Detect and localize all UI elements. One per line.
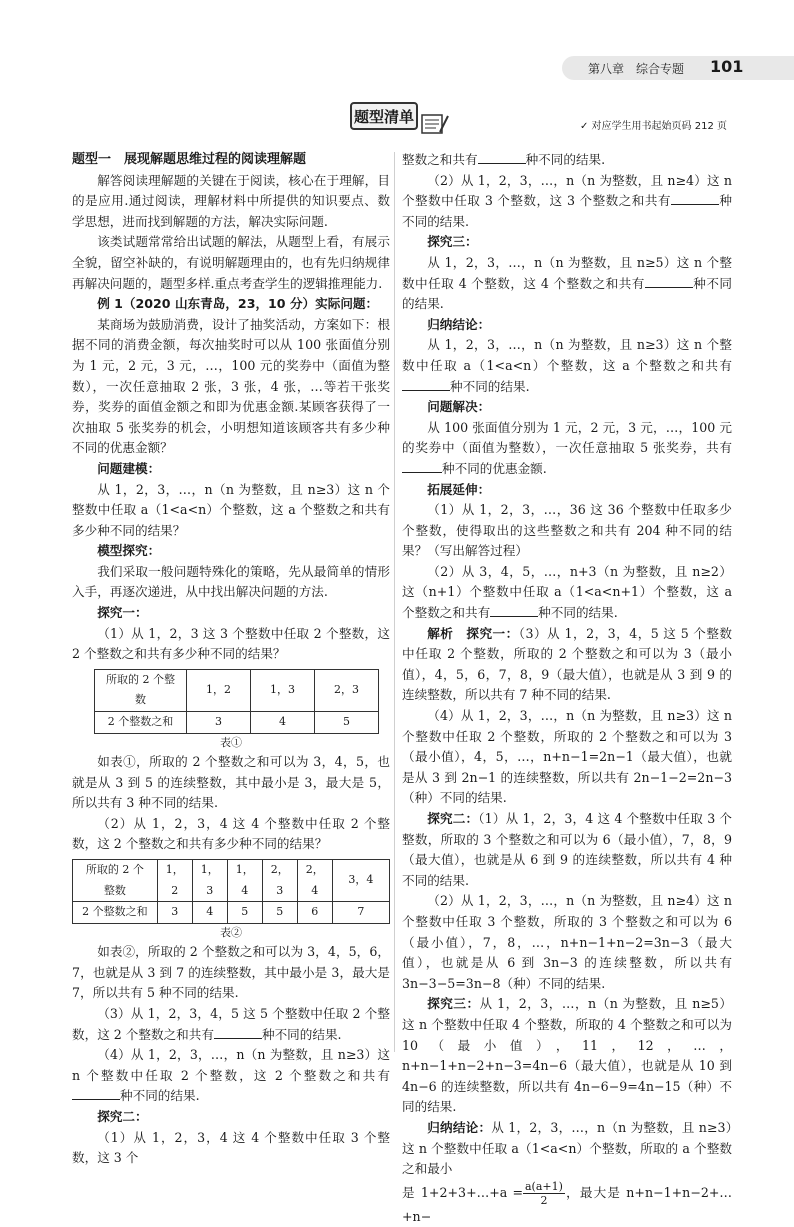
table-cell: 4: [251, 712, 315, 734]
paragraph: 如表①，所取的 2 个整数之和可以为 3，4，5，也就是从 3 到 5 的连续整数，其中最小是 3，最大是 5，所以共有 3 种不同的结果.: [72, 754, 390, 811]
question-text: 种不同的结果.: [525, 152, 606, 167]
formula-text: ，最大是 n+n−1+n−2+…+n−: [402, 1184, 732, 1224]
question-text: （3）从 1，2，3，4，5 这 5 个整数中任取 2 个整数，这 2 个整数之和共有: [72, 1005, 390, 1042]
banner-title: 题型清单: [353, 107, 414, 126]
table-cell: 3: [187, 712, 251, 734]
answer-blank[interactable]: [72, 1087, 120, 1100]
table-cell: 5: [315, 712, 379, 734]
answer-blank[interactable]: [402, 378, 450, 391]
question-text: （2）从 1，2，3，…，n（n 为整数，且 n≥4）这 n 个整数中任取 3 个整数，这 3 个整数之和共有: [402, 172, 732, 209]
question-text: 从 1，2，3，…，n（n 为整数，且 n≥3）这 n 个整数中任取 a（1<a<n）个整数，这 a 个整数之和共有: [402, 337, 732, 373]
table-cell: 3，4: [332, 860, 389, 902]
table-cell: 1，3: [251, 669, 315, 711]
answer-blank[interactable]: [402, 460, 442, 473]
paragraph: 我们采取一般问题特殊化的策略，先从最简单的情形入手，再逐次递进，从中找出解决问题的方法.: [72, 563, 390, 600]
table-cell: 5: [262, 902, 297, 924]
analysis-text: 从 1，2，3，…，n（n 为整数，且 n≥5）这 n 个整数中任取 4 个整数，所取的 4 个整数之和可以为 10（最小值），11，12，…，n+n−1+n−2+n−3=4n−6（最大值），也就是从 10 到 4n−6 的连续整数，所以共有 4n−6−9=4n−15（种）不同的结果.: [402, 996, 732, 1115]
table-caption: 表①: [220, 736, 242, 750]
table-cell: 3: [157, 902, 192, 924]
question: （1）从 1，2，3 这 3 个整数中任取 2 个整数，这 2 个整数之和共有多少种不同的结果？: [72, 625, 390, 662]
fraction-numerator: a(a+1): [525, 1179, 563, 1193]
question: [72, 1045, 390, 1107]
question-text: （2）从 3，4，5，…，n+3（n 为整数，且 n≥2）这（n+1）个整数中任取 a（1<a<n+1）个整数，这 a 个整数之和共有: [402, 563, 732, 621]
table-cell: 2 个整数之和: [95, 712, 187, 734]
table-cell: 1，4: [227, 860, 262, 902]
section-banner: [350, 102, 418, 130]
section-heading: 题型一 展现解题思维过程的阅读理解题: [72, 152, 307, 167]
example-title: 例 1（2020 山东青岛，23，10 分）实际问题：: [97, 296, 379, 312]
table-cell: 所取的 2 个整数: [73, 860, 158, 902]
paragraph: 该类试题常常给出试题的解法，从题型上看，有展示全貌，留空补缺的，有说明解题理由的，也有先归纳规律再解决问题的，题型多样.重点考查学生的逻辑推理能力.: [72, 234, 390, 291]
paragraph: 从 1，2，3，…，n（n 为整数，且 n≥3）这 n 个整数中任取 a（1<a<n）个整数，这 a 个整数之和共有多少种不同的结果？: [72, 481, 390, 538]
table-cell: 6: [297, 902, 332, 924]
question: （1）从 1，2，3，4 这 4 个整数中任取 3 个整数，这 3 个: [72, 1129, 390, 1166]
subheading: 探究三：: [427, 234, 478, 250]
answer-blank[interactable]: [645, 275, 693, 288]
question-text: 从 100 张面值分别为 1 元，2 元，3 元，…，100 元的奖券中（面值为整数），一次任意抽取 5 张奖券，共有: [402, 419, 732, 456]
table-cell: 2，3: [262, 860, 297, 902]
page-number: 101: [710, 57, 744, 76]
fraction: [523, 1180, 565, 1207]
analysis: [402, 1118, 732, 1180]
table-cell: 所取的 2 个整数: [95, 669, 187, 711]
table-caption: 表②: [220, 926, 242, 940]
answer-blank[interactable]: [478, 151, 526, 164]
subheading: 拓展延伸：: [427, 481, 491, 497]
left-column: [72, 150, 390, 1169]
analysis: [402, 994, 732, 1118]
formula-line: [402, 1180, 732, 1227]
analysis-sublabel: 归纳结论：: [427, 1119, 492, 1135]
analysis-text: （1）从 1，2，3，4 这 4 个整数中任取 3 个整数，所取的 3 个整数之和可以为 6（最小值），7，8，9（最大值），也就是从 6 到 9 的连续整数，所以共有 4 种不同的结果.: [402, 811, 732, 888]
formula-text: 是 1+2+3+…+a =: [402, 1184, 523, 1200]
right-column: [402, 150, 732, 1227]
subheading: 问题建模：: [97, 460, 161, 476]
table-cell: 4: [192, 902, 227, 924]
analysis-text: （3）从 1，2，3，4，5 这 5 个整数中任取 2 个整数，所取的 2 个整数之和可以为 3（最小值），4，5，6，7，8，9（最大值），也就是从 3 到 9 的连续整数，所以共有 7 种不同的结果.: [402, 625, 733, 703]
paragraph: 如表②，所取的 2 个整数之和可以为 3，4，5，6，7，也就是从 3 到 7 的连续整数，其中最小是 3，最大是 7，所以共有 5 种不同的结果.: [72, 944, 390, 1001]
table-2: [72, 859, 390, 924]
question: [402, 562, 732, 624]
paragraph: 某商场为鼓励消费，设计了抽奖活动，方案如下：根据不同的消费金额，每次抽奖时可以从 100 张面值分别为 1 元，2 元，3 元，…，100 元的奖券中（面值为整数），一次任意抽取 2 张，3 张，4 张，…等若干张奖券，奖券的面值金额之和即为优惠金额.某顾客获得了一次抽取 5 张奖券的机会，小明想知道该顾客共有多少种不同的优惠金额？: [72, 316, 390, 456]
table-1: [94, 669, 379, 734]
analysis-text: （4）从 1，2，3，…，n（n 为整数，且 n≥3）这 n 个整数中任取 2 个整数，所取的 2 个整数之和可以为 3（最小值），4，5，…，n+n−1=2n−1（最大值），也就是从 3 到 2n−1 的连续整数，所以共有 2n−1−2=2n−3（种）不同的结果.: [402, 708, 732, 806]
column-divider: [394, 152, 395, 1052]
question-text: 种不同的优惠金额.: [442, 460, 547, 476]
analysis-label: 解析: [427, 625, 454, 641]
question-text: 种不同的结果.: [450, 378, 530, 394]
question: [72, 1004, 390, 1045]
question: [402, 335, 732, 397]
analysis-sublabel: 探究一：: [466, 625, 519, 641]
question: （2）从 1，2，3，4 这 4 个整数中任取 2 个整数，这 2 个整数之和共有多少种不同的结果？: [72, 815, 390, 852]
table-row: [73, 902, 390, 924]
question-text: （4）从 1，2，3，…，n（n 为整数，且 n≥3）这 n 个整数中任取 2 个整数，这 2 个整数之和共有: [72, 1047, 390, 1083]
analysis: [402, 624, 732, 706]
table-row: [73, 860, 390, 902]
fraction-denominator: 2: [540, 1193, 548, 1207]
question: [402, 171, 732, 233]
table-row: [95, 669, 379, 711]
subheading: 归纳结论：: [427, 316, 491, 332]
paragraph: 解答阅读理解题的关键在于阅读，核心在于理解，目的是应用.通过阅读，理解材料中所提供的知识要点、数学思想，进而找到解题的方法，解决实际问题.: [72, 172, 390, 229]
answer-blank[interactable]: [490, 604, 538, 617]
answer-blank[interactable]: [214, 1026, 262, 1039]
question-text: 种不同的结果.: [402, 275, 733, 312]
question-text: 种不同的结果.: [402, 193, 732, 229]
table-cell: 2，3: [315, 669, 379, 711]
question-text: 整数之和共有: [402, 152, 478, 167]
question: [402, 418, 732, 480]
table-cell: 1，2: [157, 860, 192, 902]
table-cell: 1，3: [192, 860, 227, 902]
answer-blank[interactable]: [671, 192, 719, 205]
analysis-text: （2）从 1，2，3，…，n（n 为整数，且 n≥4）这 n 个整数中任取 3 个整数，所取的 3 个整数之和可以为 6（最小值），7，8，…，n+n−1+n−2=3n−3（最大值），也就是从 6 到 3n−3 的连续整数，所以共有 3n−3−5=3n−8（种）不同的结果.: [402, 893, 732, 991]
table-cell: 1，2: [187, 669, 251, 711]
chapter-title: 第八章 综合专题: [588, 62, 685, 76]
analysis-text: 从 1，2，3，…，n（n 为整数，且 n≥3）这 n 个整数中任取 a（1<a<n）个整数，所取的 a 个整数之和最小: [402, 1119, 732, 1177]
table-cell: 2，4: [297, 860, 332, 902]
table-cell: 2 个整数之和: [73, 902, 158, 924]
analysis-sublabel: 探究二：: [427, 811, 479, 826]
page-reference: ✓ 对应学生用书起始页码 212 页: [580, 121, 728, 132]
subheading: 探究二：: [97, 1108, 148, 1124]
question-text: 种不同的结果.: [538, 605, 618, 621]
analysis-sublabel: 探究三：: [427, 996, 480, 1012]
question: [402, 253, 732, 315]
table-cell: 5: [227, 902, 262, 924]
question-text: 种不同的结果.: [261, 1026, 342, 1042]
table-cell: 7: [332, 902, 389, 924]
table-row: [95, 712, 379, 734]
question-text: 种不同的结果.: [120, 1088, 200, 1104]
notebook-pencil-icon: [420, 112, 450, 136]
analysis: [402, 809, 732, 891]
question: （1）从 1，2，3，…，36 这 36 个整数中任取多少个整数，使得取出的这些整数之和共有 204 种不同的结果？（写出解答过程）: [402, 502, 732, 559]
question: [402, 150, 732, 171]
subheading: 模型探究：: [97, 543, 161, 559]
subheading: 问题解决：: [427, 399, 491, 415]
question-text: 从 1，2，3，…，n（n 为整数，且 n≥5）这 n 个整数中任取 4 个整数，这 4 个整数之和共有: [402, 254, 732, 291]
subheading: 探究一：: [97, 605, 148, 621]
